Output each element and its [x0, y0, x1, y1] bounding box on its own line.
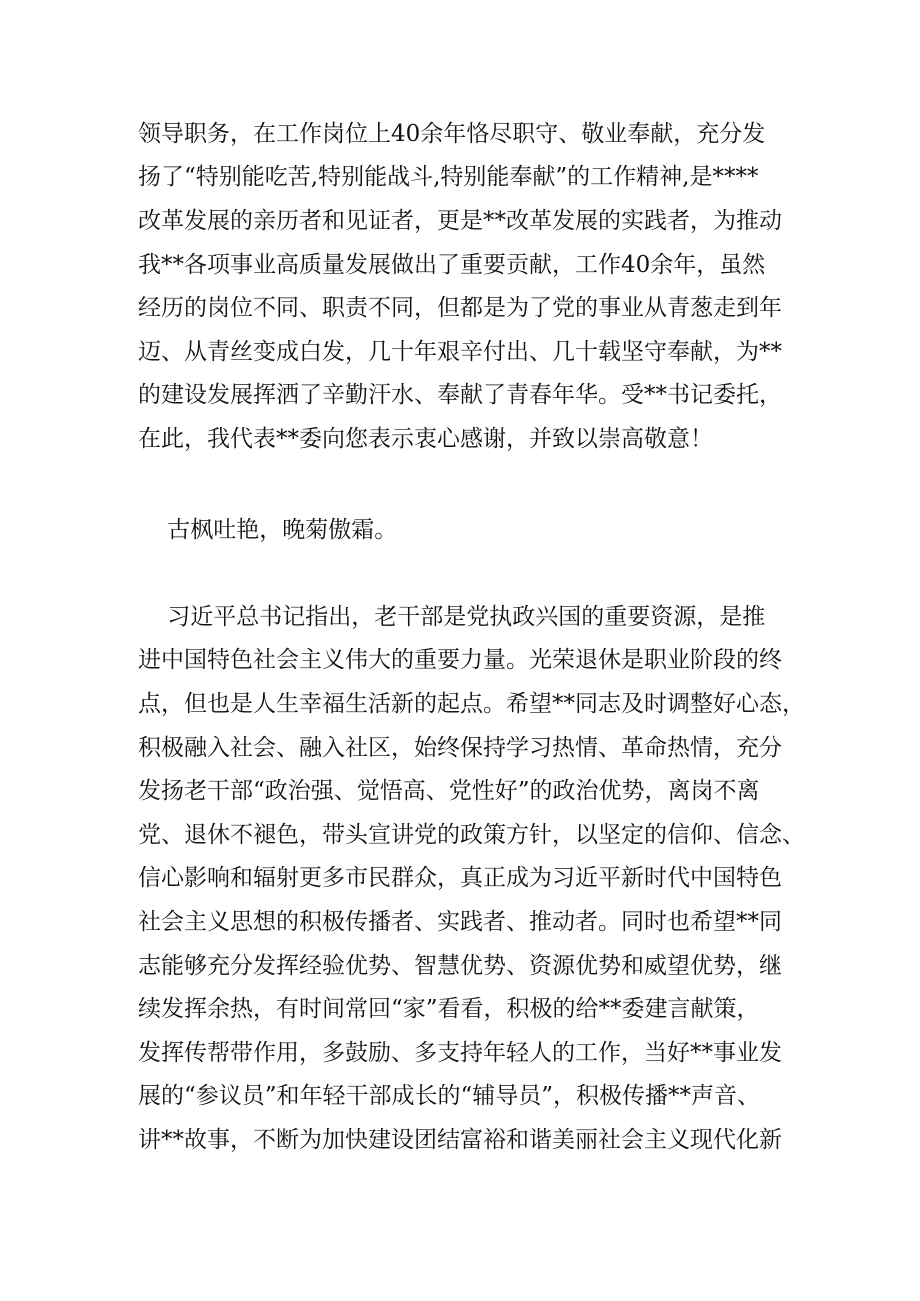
paragraph-3-line-11: 发挥传帮带作用，多鼓励、多支持年轻人的工作，当好**事业发	[138, 1040, 782, 1066]
paragraph-3	[138, 597, 805, 1167]
paragraph-2	[138, 510, 798, 550]
paragraph-3-line-9: 志能够充分发挥经验优势、智慧优势、资源优势和威望优势，继	[138, 953, 782, 979]
paragraph-3-line-7: 信心影响和辐射更多市民群众，真正成为习近平新时代中国特色	[138, 865, 782, 891]
paragraph-3-line-12: 展的“参议员”和年轻干部成长的“辅导员”，积极传播**声音、	[138, 1083, 761, 1109]
paragraph-3-line-6: 党、退休不褪色，带头宣讲党的政策方针，以坚定的信仰、信念、	[138, 822, 805, 848]
paragraph-1-line-8: 在此，我代表**委向您表示衷心感谢，并致以崇高敬意！	[138, 426, 713, 452]
paragraph-1-line-2: 扬了“特别能吃苦,特别能战斗,特别能奉献”的工作精神,是****	[138, 164, 759, 190]
paragraph-3-line-13: 讲**故事，不断为加快建设团结富裕和谐美丽社会主义现代化新	[138, 1127, 782, 1153]
paragraph-1-line-5: 经历的岗位不同、职责不同，但都是为了党的事业从青葱走到年	[138, 295, 782, 321]
paragraph-1-line-7: 的建设发展挥洒了辛勤汗水、奉献了青春年华。受**书记委托，	[138, 382, 782, 408]
paragraph-2-line-1: 古枫吐艳，晚菊傲霜。	[138, 517, 398, 543]
paragraph-1-line-1: 领导职务，在工作岗位上40余年恪尽职守、敬业奉献，充分发	[138, 121, 766, 147]
paragraph-1	[138, 114, 798, 464]
paragraph-3-line-1: 习近平总书记指出，老干部是党执政兴国的重要资源，是推	[138, 604, 766, 630]
paragraph-3-line-10: 续发挥余热，有时间常回“家”看看，积极的给**委建言献策，	[138, 996, 760, 1022]
paragraph-3-line-5: 发扬老干部“政治强、觉悟高、党性好”的政治优势，离岗不离	[138, 778, 760, 804]
paragraph-3-line-3: 点，但也是人生幸福生活新的起点。希望**同志及时调整好心态，	[138, 691, 805, 717]
paragraph-3-line-4: 积极融入社会、融入社区，始终保持学习热情、革命热情，充分	[138, 735, 782, 761]
paragraph-1-line-3: 改革发展的亲历者和见证者，更是**改革发展的实践者，为推动	[138, 208, 782, 234]
paragraph-1-line-4: 我**各项事业高质量发展做出了重要贡献，工作40余年，虽然	[138, 252, 766, 278]
paragraph-3-line-2: 进中国特色社会主义伟大的重要力量。光荣退休是职业阶段的终	[138, 647, 782, 673]
paragraph-3-line-8: 社会主义思想的积极传播者、实践者、推动者。同时也希望**同	[138, 909, 782, 935]
paragraph-1-line-6: 迈、从青丝变成白发，几十年艰辛付出、几十载坚守奉献，为**	[138, 339, 782, 365]
